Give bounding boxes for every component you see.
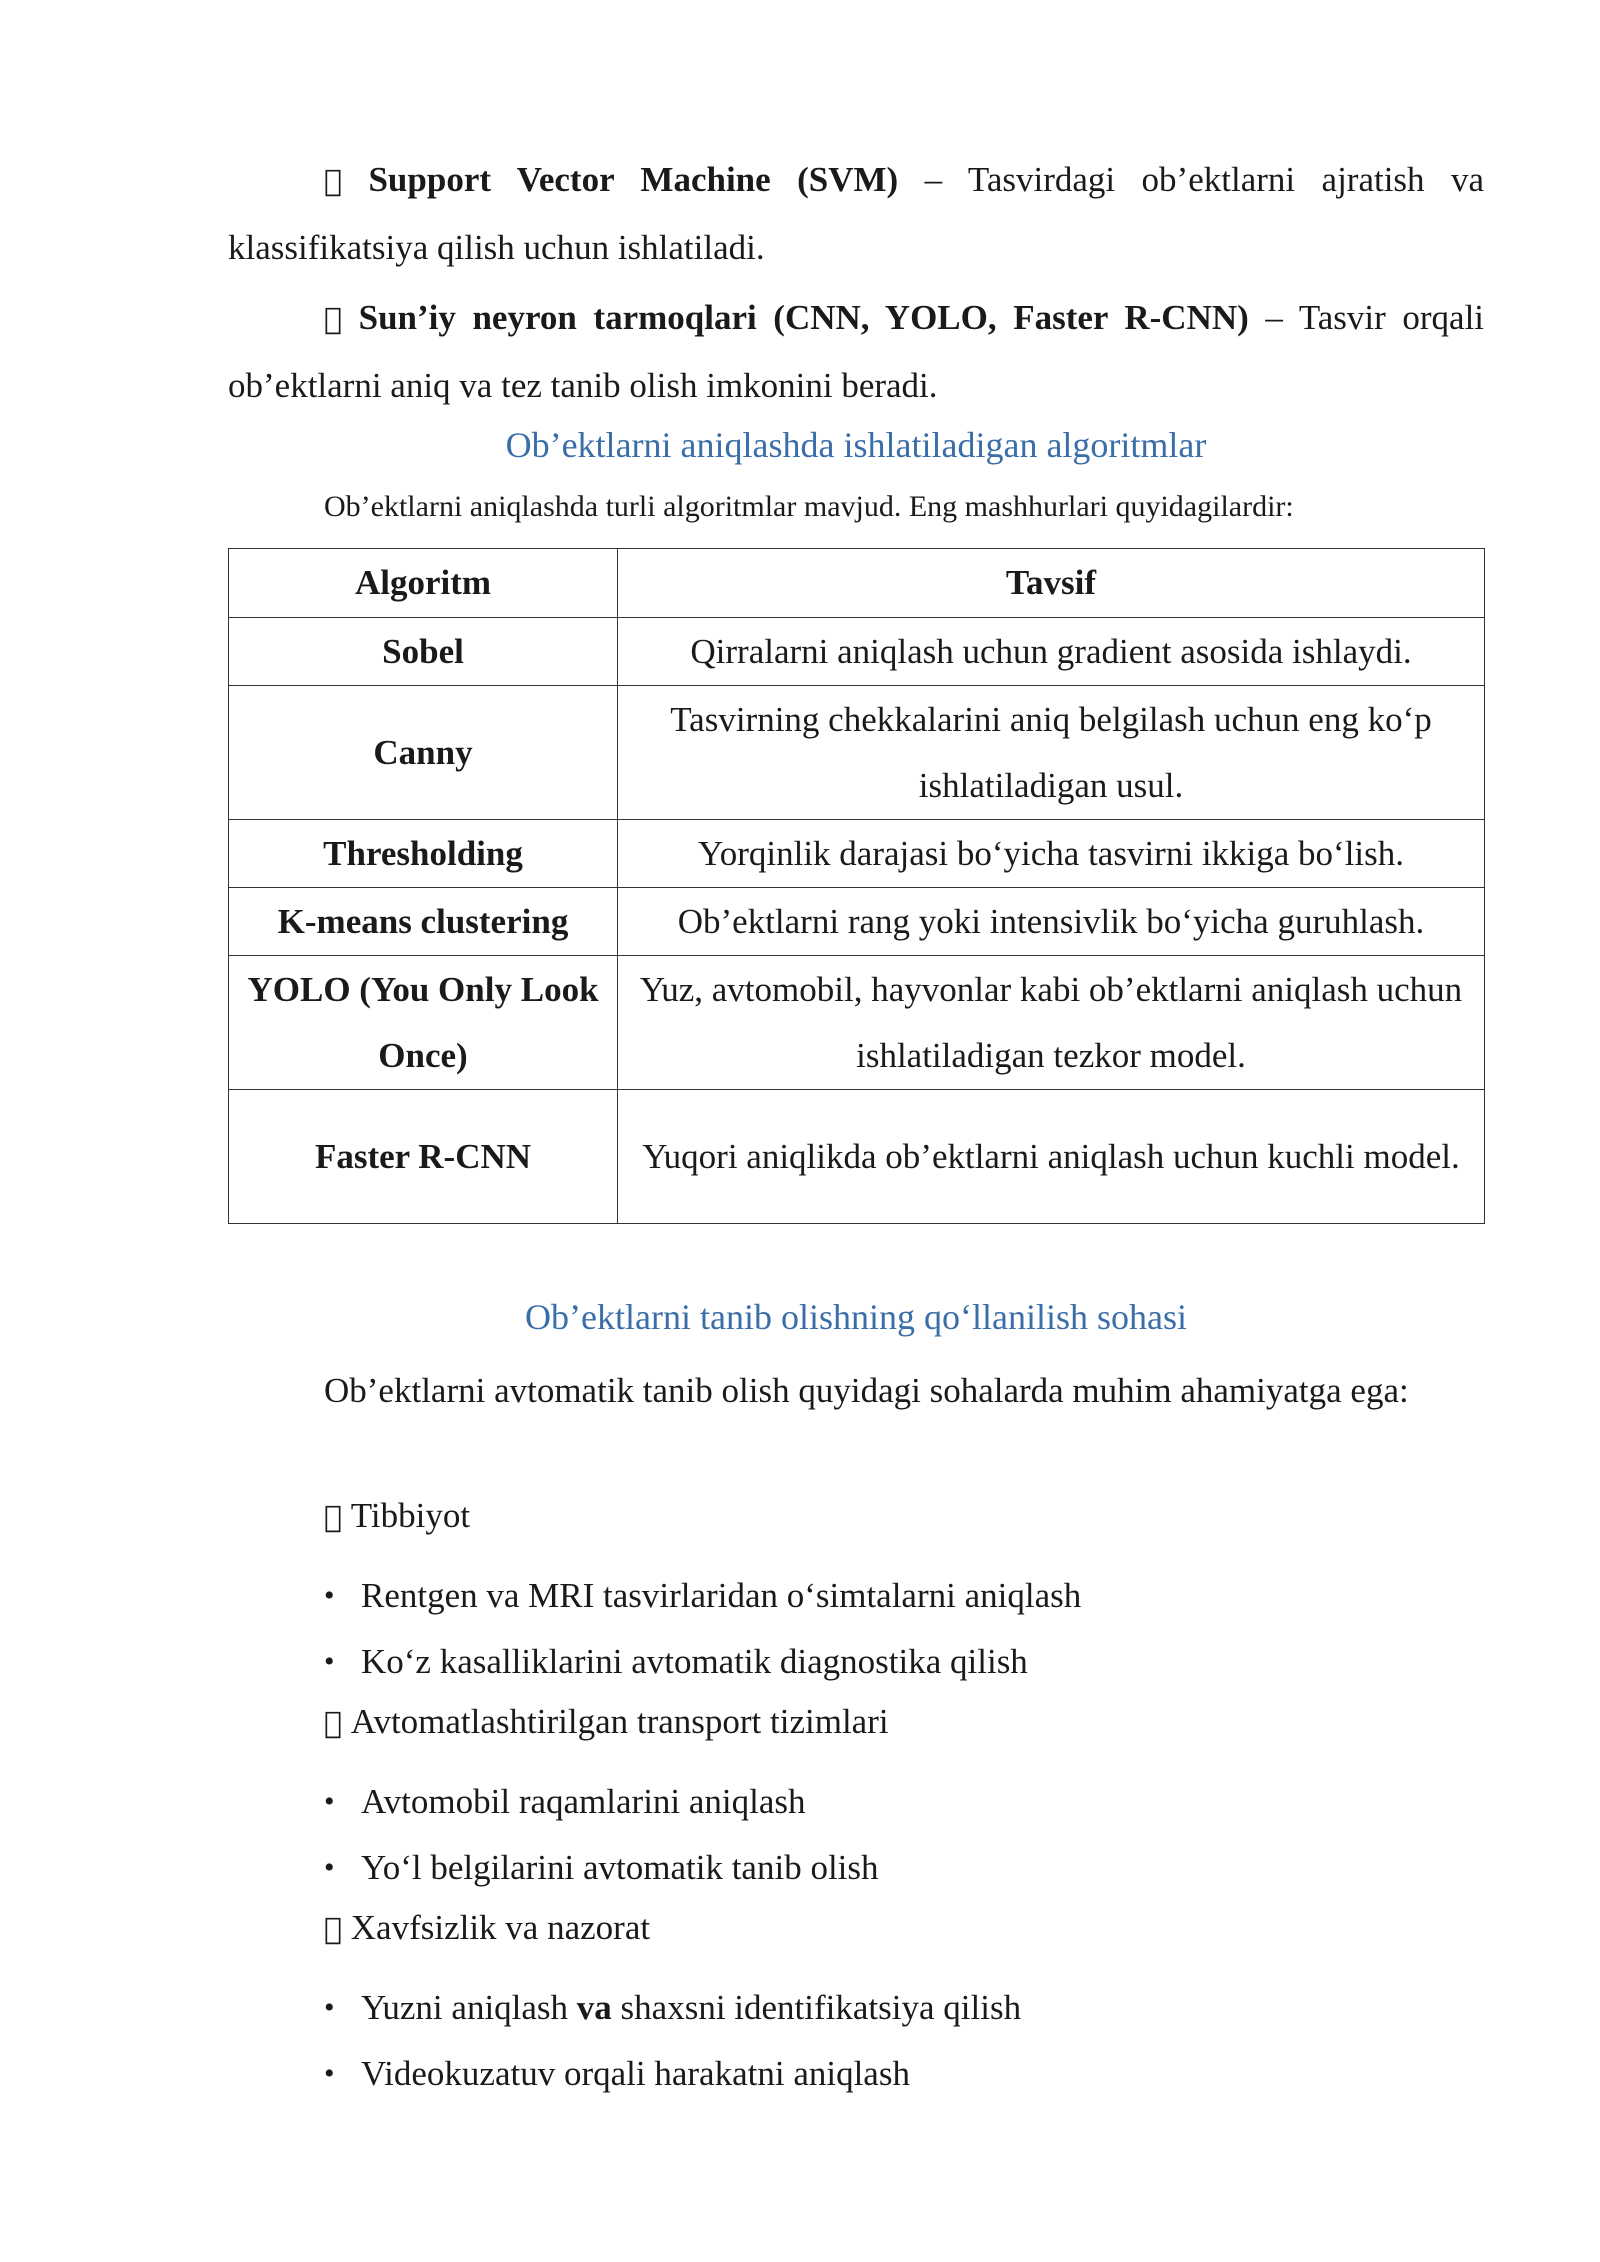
- table-row: [229, 888, 1485, 956]
- algorithm-description: Yorqinlik darajasi bo‘yicha tasvirni ikkiga bo‘lish.: [618, 820, 1485, 888]
- algorithm-name: Faster R-CNN: [229, 1090, 618, 1224]
- category-transport: [324, 1702, 889, 1742]
- category-title: Xavfsizlik va nazorat: [324, 1908, 624, 1947]
- list-item: • Ko‘z kasalliklarini avtomatik diagnostika qilish: [324, 1629, 1081, 1695]
- list-item: • Yo‘l belgilarini avtomatik tanib olish: [324, 1835, 879, 1901]
- table-header-row: [229, 549, 1485, 618]
- category-security-list: [324, 1975, 1021, 2107]
- category-title: Tibbiyot: [324, 1496, 444, 1535]
- intro-applications: Ob’ektlarni avtomatik tanib olish quyidagi sohalarda muhim ahamiyatga ega:: [324, 1371, 1409, 1410]
- bullet-glyph: [324, 1500, 342, 1535]
- category-medicine-list: [324, 1563, 1081, 1695]
- category-medicine: [324, 1496, 470, 1536]
- list-item: • Rentgen va MRI tasvirlaridan o‘simtalarni aniqlash: [324, 1563, 1081, 1629]
- section-heading-applications: Ob’ektlarni tanib olishning qo‘llanilish sohasi: [525, 1297, 1187, 1337]
- algorithms-table: [228, 548, 1485, 1224]
- intro-algorithms: Ob’ektlarni aniqlashda turli algoritmlar mavjud. Eng mashhurlari quyidagilardir:: [324, 490, 1294, 523]
- list-item-text: shaxsni identifikatsiya qilish: [611, 1988, 1022, 2027]
- algorithm-description: Yuz, avtomobil, hayvonlar kabi ob’ektlarni aniqlash uchun ishlatiladigan tezkor model.: [618, 956, 1485, 1090]
- term-svm: Support Vector Machine (SVM): [324, 160, 871, 199]
- list-item: [324, 1975, 1021, 2041]
- column-header-algorithm: Algoritm: [229, 549, 618, 618]
- bullet-glyph: [324, 302, 342, 337]
- table-row: [229, 1090, 1485, 1224]
- table-row: [229, 618, 1485, 686]
- table-row: [229, 686, 1485, 820]
- algorithm-name: K-means clustering: [229, 888, 618, 956]
- algorithm-description: Tasvirning chekkalarini aniq belgilash uchun eng ko‘p ishlatiladigan usul.: [618, 686, 1485, 820]
- paragraph-svm: [228, 147, 1484, 281]
- table-row: [229, 956, 1485, 1090]
- algorithm-name: Canny: [229, 686, 618, 820]
- column-header-description: Tavsif: [618, 549, 1485, 618]
- algorithm-description: Qirralarni aniqlash uchun gradient asosida ishlaydi.: [618, 618, 1485, 686]
- list-item: • Videokuzatuv orqali harakatni aniqlash: [324, 2041, 1021, 2107]
- paragraph-neural-networks: [228, 285, 1484, 419]
- bullet-glyph: [324, 164, 342, 199]
- category-security: [324, 1908, 650, 1948]
- description-svm: – Tasvirdagi ob’ektlarni ajratish va klassifikatsiya qilish uchun ishlatiladi.: [228, 160, 1484, 267]
- algorithm-description: Ob’ektlarni rang yoki intensivlik bo‘yicha guruhlash.: [618, 888, 1485, 956]
- section-heading-algorithms: Ob’ektlarni aniqlashda ishlatiladigan algoritmlar: [505, 425, 1207, 465]
- list-item-bold: va: [576, 1988, 612, 2027]
- list-item-text: Yuzni aniqlash: [361, 1988, 577, 2027]
- algorithm-name: Sobel: [229, 618, 618, 686]
- algorithm-description: Yuqori aniqlikda ob’ektlarni aniqlash uchun kuchli model.: [618, 1090, 1485, 1224]
- algorithm-name: YOLO (You Only Look Once): [229, 956, 618, 1090]
- category-transport-list: [324, 1769, 879, 1901]
- table-row: [229, 820, 1485, 888]
- category-title: Avtomatlashtirilgan transport tizimlari: [324, 1702, 862, 1741]
- list-item: • Avtomobil raqamlarini aniqlash: [324, 1769, 879, 1835]
- algorithm-name: Thresholding: [229, 820, 618, 888]
- bullet-glyph: [324, 1912, 342, 1947]
- term-neural-networks: Sun’iy neyron tarmoqlari (CNN, YOLO, Faster R-CNN): [324, 298, 1238, 337]
- description-neural-networks: – Tasvir orqali ob’ektlarni aniq va tez tanib olish imkonini beradi.: [228, 298, 1484, 405]
- bullet-glyph: [324, 1706, 342, 1741]
